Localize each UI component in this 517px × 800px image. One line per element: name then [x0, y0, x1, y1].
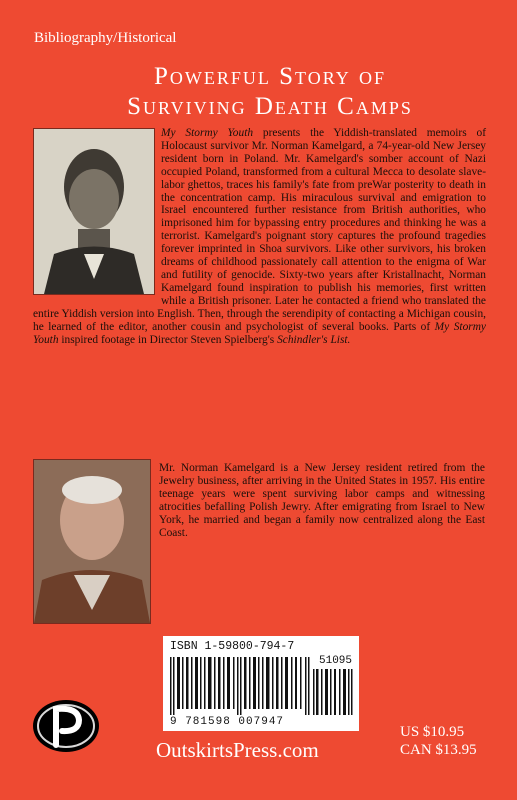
publisher-name: OutskirtsPress.com — [156, 738, 319, 762]
author-bio: Mr. Norman Kamelgard is a New Jersey resident retired from the Jewelry business, after arriving in the United States in 1957. His entire teenage years were spent surviving labor camps and witnessing atrocities befalling Polish Jewry. After emigrating from Israel to New York, he married and began a family now centralized along the East Coast. — [159, 462, 485, 539]
book-title-italic-2: My Stormy Youth — [33, 320, 486, 346]
price-can: CAN $13.95 — [400, 742, 477, 758]
headline-line-2: Surviving Death Camps — [127, 93, 413, 120]
isbn-label: ISBN 1-59800-794-7 — [170, 640, 295, 653]
publisher-logo — [28, 695, 106, 755]
category-label: Bibliography/Historical — [34, 30, 177, 46]
barcode-price-code: 51095 — [319, 655, 353, 667]
barcode-bars — [170, 657, 310, 715]
price-barcode-bars — [313, 669, 353, 715]
description-body: presents the Yiddish-translated memoirs of Holocaust survivor Mr. Norman Kamelgard, a 74-year-old New Jersey resident born in Poland. Mr. Kamelgard's somber account of Nazi occupied Poland, transformed from a cultural Mecca to desolate slave-labor ghettos, traces his family's fate from preWar posterity to death in the concentration camp. His miraculous survival and emigration to Israel encountered further resistance from British authorities, who imprisoned him for bypassing entry procedures and thinking he was a terrorist. Kamelgard's poignant story captures the profound tragedies forever imprinted in Shoa survivors. Like other survivors, his broken dreams of childhood passionately call attention to the enigma of War and futility of genocide. Sixty-two years after Kristallnacht, Norman Kamelgard found inspiration to publish his memories, first written while a British prisoner. Later he contacted a friend who translated the entire Yiddish version into English. Then, through the serendipity of contacting a Michigan cousin, he learned of the editor, another cousin and psychologist of several books. Parts of — [33, 127, 486, 333]
price-block — [400, 723, 477, 759]
description-text — [33, 127, 486, 346]
isbn-digits: 9 781598 007947 — [170, 716, 285, 728]
isbn-barcode — [163, 636, 359, 731]
price-us: US $10.95 — [400, 724, 465, 740]
film-title-italic: Schindler's List. — [277, 333, 351, 346]
headline-line-1: Powerful Story of — [154, 63, 386, 90]
description-body-2: inspired footage in Director Steven Spielberg's — [58, 333, 278, 346]
book-title-italic: My Stormy Youth — [161, 127, 254, 139]
cover-headline — [60, 62, 480, 122]
author-portrait-photo — [33, 459, 151, 624]
